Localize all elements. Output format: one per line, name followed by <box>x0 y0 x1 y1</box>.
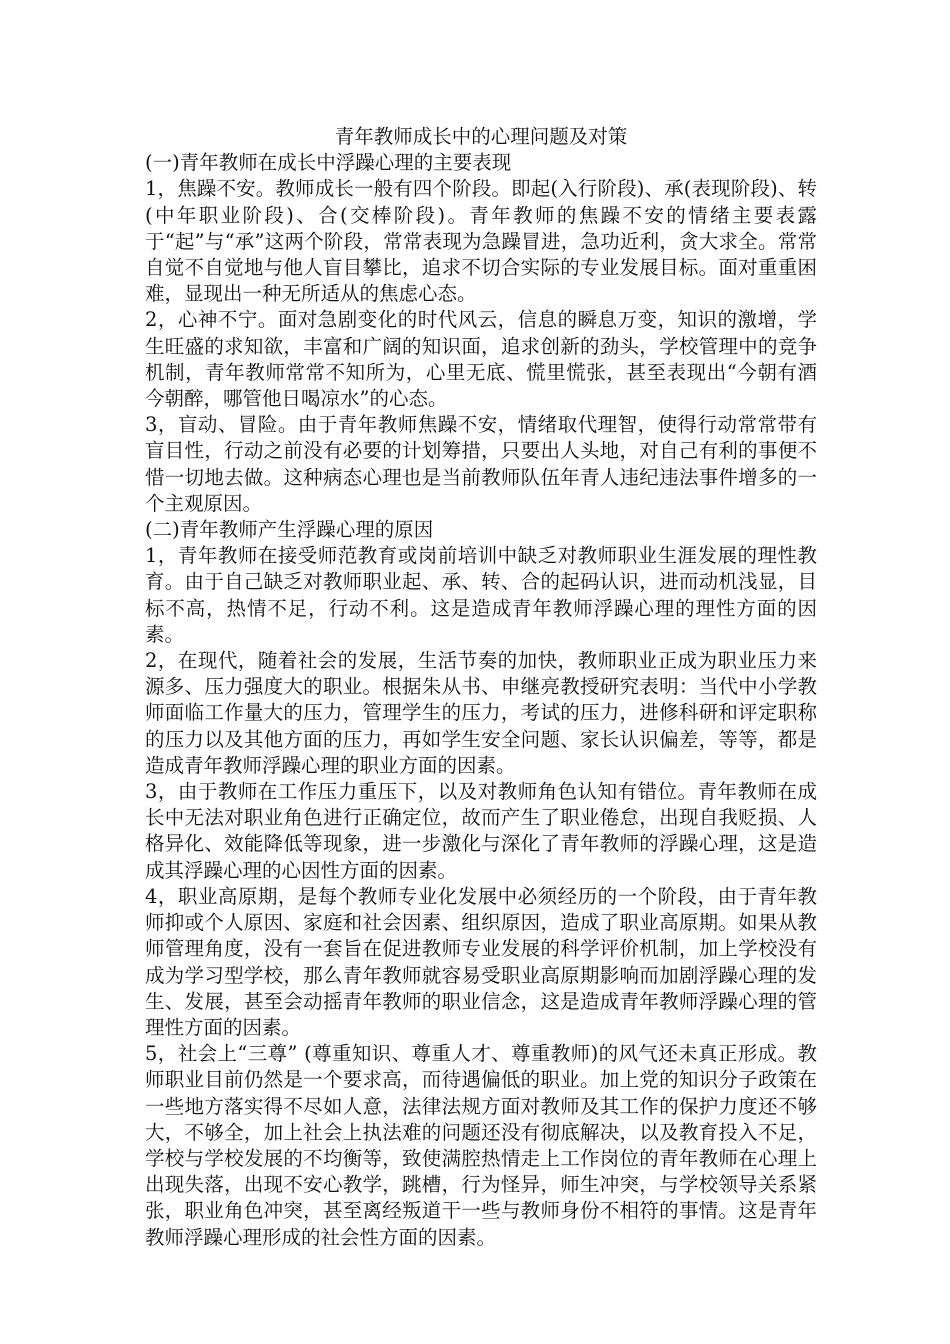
paragraph: 1，焦躁不安。教师成长一般有四个阶段。即起(入行阶段)、承(表现阶段)、转(中年职业阶段)、合(交棒阶段)。青年教师的焦躁不安的情绪主要表露于“起”与“承”这两个阶段，常常表现为急躁冒进，急功近利，贪大求全。常常自觉不自觉地与他人盲目攀比，追求不切合实际的专业发展目标。面对重重困难，显现出一种无所适从的焦虑心态。 <box>145 177 817 306</box>
section-heading-1: (一)青年教师在成长中浮躁心理的主要表现 <box>145 151 512 175</box>
paragraph: 2，心神不宁。面对急剧变化的时代风云，信息的瞬息万变，知识的激增，学生旺盛的求知欲，丰富和广阔的知识面，追求创新的劲头，学校管理中的竞争机制，青年教师常常不知所为，心里无底、慌里慌张，甚至表现出“今朝有酒今朝醉，哪管他日喝凉水”的心态。 <box>145 308 817 411</box>
document-page <box>145 124 817 1251</box>
paragraph: 3，盲动、冒险。由于青年教师焦躁不安，情绪取代理智，使得行动常常带有盲目性，行动之前没有必要的计划筹措，只要出人头地，对自己有利的事便不惜一切地去做。这种病态心理也是当前教师队伍年青人违纪违法事件增多的一个主观原因。 <box>145 413 817 515</box>
paragraph: 3，由于教师在工作压力重压下，以及对教师角色认知有错位。青年教师在成长中无法对职业角色进行正确定位，故而产生了职业倦怠，出现自我贬损、人格异化、效能降低等现象，进一步激化与深化了青年教师的浮躁心理，这是造成其浮躁心理的心因性方面的因素。 <box>145 780 817 882</box>
paragraph: 1，青年教师在接受师范教育或岗前培训中缺乏对教师职业生涯发展的理性教育。由于自己缺乏对教师职业起、承、转、合的起码认识，进而动机浅显，目标不高，热情不足，行动不利。这是造成青年教师浮躁心理的理性方面的因素。 <box>145 544 817 646</box>
paragraph: 4，职业高原期，是每个教师专业化发展中必须经历的一个阶段，由于青年教师抑或个人原因、家庭和社会因素、组织原因，造成了职业高原期。如果从教师管理角度，没有一套旨在促进教师专业发展的科学评价机制，加上学校没有成为学习型学校，那么青年教师就容易受职业高原期影响而加剧浮躁心理的发生、发展，甚至会动摇青年教师的职业信念，这是造成青年教师浮躁心理的管理性方面的因素。 <box>145 884 817 1039</box>
paragraph: 2，在现代，随着社会的发展，生活节奏的加快，教师职业正成为职业压力来源多、压力强度大的职业。根据朱从书、申继亮教授研究表明：当代中小学教师面临工作量大的压力，管理学生的压力，考试的压力，进修科研和评定职称的压力以及其他方面的压力，再如学生安全问题、家长认识偏差，等等，都是造成青年教师浮躁心理的职业方面的因素。 <box>145 649 817 777</box>
document-title: 青年教师成长中的心理问题及对策 <box>334 125 628 148</box>
section-heading-2: (二)青年教师产生浮躁心理的原因 <box>145 518 434 542</box>
paragraph: 5，社会上“三尊” (尊重知识、尊重人才、尊重教师)的风气还未真正形成。教师职业目前仍然是一个要求高，而待遇偏低的职业。加上党的知识分子政策在一些地方落实得不尽如人意，法律法规方面对教师及其工作的保护力度还不够大，不够全，加上社会上执法难的问题还没有彻底解决，以及教育投入不足，学校与学校发展的不均衡等，致使满腔热情走上工作岗位的青年教师在心理上出现失落，出现不安心教学，跳槽，行为怪异，师生冲突，与学校领导关系紧张，职业角色冲突，甚至离经叛道干一些与教师身份不相符的事情。这是青年教师浮躁心理形成的社会性方面的因素。 <box>145 1042 817 1249</box>
